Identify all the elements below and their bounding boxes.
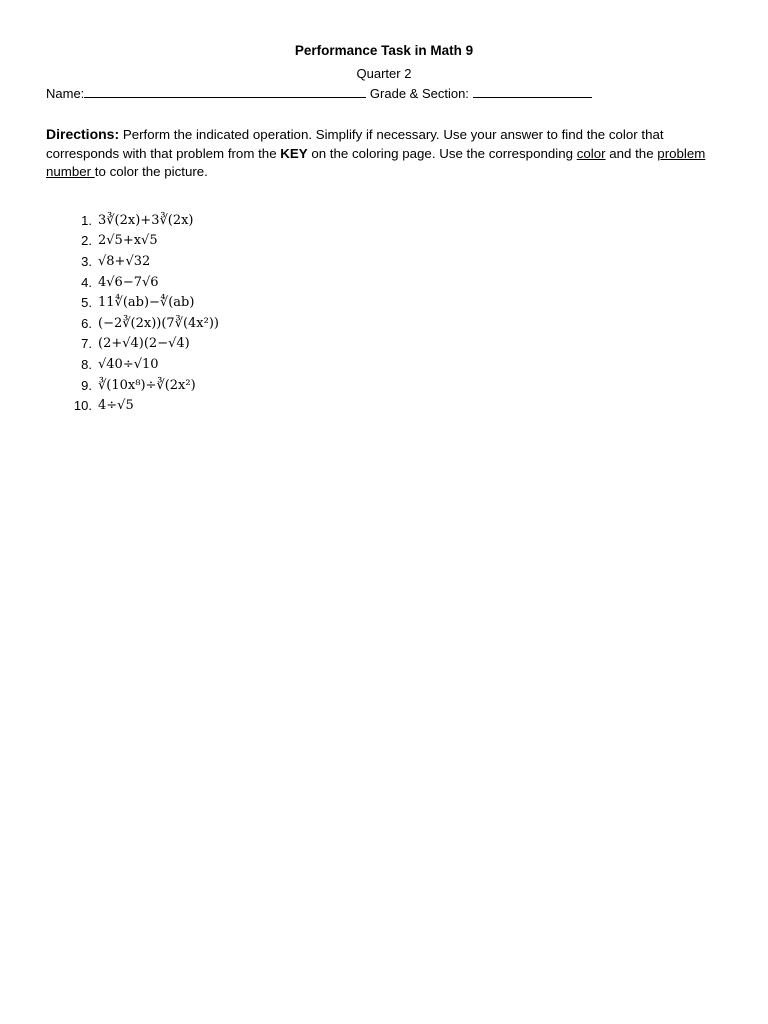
directions-paragraph bbox=[46, 125, 726, 182]
directions-text-1: Perform the indicated operation. Simplify if necessary. Use your answer to find the color that corresponds with that problem from the bbox=[46, 127, 664, 161]
name-grade-line bbox=[46, 86, 592, 101]
problem-number: 8. bbox=[81, 356, 92, 372]
problem-number-word: problem number bbox=[46, 145, 706, 179]
problem-expression: 3∛(2x)+3∛(2x) bbox=[98, 212, 194, 228]
problem-expression: 2√5+x√5 bbox=[98, 233, 158, 249]
problem-item bbox=[64, 313, 219, 334]
color-word: color bbox=[576, 145, 606, 161]
problem-number: 4. bbox=[81, 274, 92, 290]
problem-expression: (2+√4)(2−√4) bbox=[98, 336, 190, 352]
problem-number: 1. bbox=[81, 212, 92, 228]
problem-item bbox=[64, 354, 219, 375]
problem-expression: 4√6−7√6 bbox=[98, 274, 159, 290]
problem-expression: √8+√32 bbox=[98, 253, 151, 269]
directions-text-3: and the bbox=[605, 145, 658, 161]
directions-text-2: on the coloring page. Use the corresponding bbox=[307, 145, 577, 161]
problem-expression: 4÷√5 bbox=[98, 398, 134, 414]
page-subtitle: Quarter 2 bbox=[356, 66, 412, 81]
key-word: KEY bbox=[280, 145, 308, 161]
problem-number: 5. bbox=[81, 295, 92, 311]
problem-item bbox=[64, 272, 219, 293]
page-title: Performance Task in Math 9 bbox=[294, 43, 474, 58]
problem-number: 2. bbox=[81, 233, 92, 249]
problem-item bbox=[64, 231, 219, 252]
problem-number: 10. bbox=[73, 398, 92, 414]
problem-number: 6. bbox=[81, 315, 92, 331]
problem-number: 3. bbox=[81, 253, 92, 269]
problem-item bbox=[64, 375, 219, 396]
problem-number: 7. bbox=[81, 336, 92, 352]
directions-text-4: to color the picture. bbox=[94, 164, 208, 179]
problem-item bbox=[64, 334, 219, 355]
problem-item bbox=[64, 395, 219, 416]
problem-item bbox=[64, 210, 219, 231]
problem-item bbox=[64, 251, 219, 272]
grade-section-label: Grade & Section: bbox=[369, 86, 469, 101]
problem-expression: ∛(10x⁸)÷∛(2x²) bbox=[98, 377, 196, 393]
problem-expression: (−2∛(2x))(7∛(4x²)) bbox=[98, 315, 219, 331]
grade-section-blank bbox=[473, 86, 592, 98]
problem-number: 9. bbox=[81, 377, 92, 393]
problem-expression: √40÷√10 bbox=[98, 356, 159, 372]
name-label: Name: bbox=[46, 86, 85, 101]
name-blank bbox=[84, 86, 366, 98]
problem-list bbox=[64, 210, 219, 416]
problem-expression: 11∜(ab)−∜(ab) bbox=[98, 295, 195, 311]
directions-label: Directions: bbox=[46, 126, 120, 142]
problem-item bbox=[64, 292, 219, 313]
